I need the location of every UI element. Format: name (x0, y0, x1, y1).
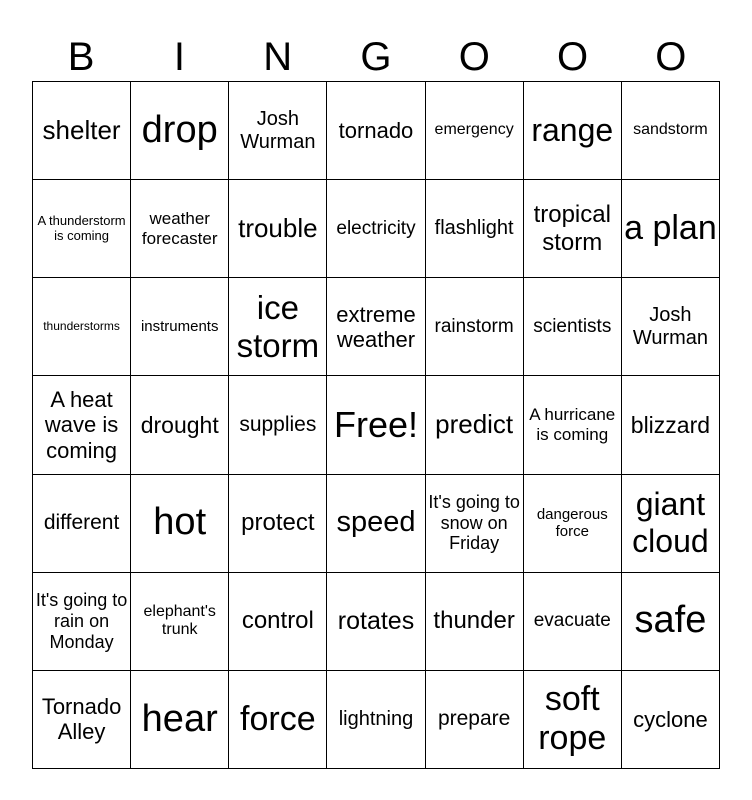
bingo-cell: a plan (622, 180, 720, 278)
bingo-cell: predict (426, 376, 524, 474)
bingo-cell: instruments (131, 278, 229, 376)
bingo-cell: cyclone (622, 671, 720, 769)
bingo-cell: force (229, 671, 327, 769)
bingo-cell: lightning (327, 671, 425, 769)
bingo-cell: hot (131, 475, 229, 573)
bingo-cell: tropical storm (524, 180, 622, 278)
bingo-board (32, 81, 720, 769)
bingo-cell: A hurricane is coming (524, 376, 622, 474)
bingo-cell: prepare (426, 671, 524, 769)
bingo-cell: soft rope (524, 671, 622, 769)
header-letter: O (655, 35, 687, 79)
bingo-cell: speed (327, 475, 425, 573)
bingo-cell: dangerous force (524, 475, 622, 573)
header-letter: I (173, 35, 185, 79)
bingo-cell: hear (131, 671, 229, 769)
bingo-cell: giant cloud (622, 475, 720, 573)
header-letter: O (556, 35, 589, 79)
bingo-cell: supplies (229, 376, 327, 474)
bingo-cell: thunder (426, 573, 524, 671)
bingo-cell: drought (131, 376, 229, 474)
bingo-cell: blizzard (622, 376, 720, 474)
bingo-cell: control (229, 573, 327, 671)
bingo-cell: flashlight (426, 180, 524, 278)
bingo-cell: different (33, 475, 131, 573)
header-letter: G (360, 35, 392, 79)
header-letter: B (67, 35, 95, 79)
bingo-cell: thunderstorms (33, 278, 131, 376)
bingo-cell: Free! (327, 376, 425, 474)
bingo-cell: evacuate (524, 573, 622, 671)
bingo-cell: sandstorm (622, 82, 720, 180)
bingo-cell: elephant's trunk (131, 573, 229, 671)
bingo-cell: Josh Wurman (622, 278, 720, 376)
bingo-cell: tornado (327, 82, 425, 180)
header-letter: N (263, 35, 293, 79)
bingo-cell: protect (229, 475, 327, 573)
bingo-cell: Tornado Alley (33, 671, 131, 769)
bingo-cell: drop (131, 82, 229, 180)
bingo-cell: emergency (426, 82, 524, 180)
bingo-cell: rotates (327, 573, 425, 671)
bingo-header (32, 34, 720, 80)
bingo-cell: scientists (524, 278, 622, 376)
bingo-cell: It's going to snow on Friday (426, 475, 524, 573)
bingo-cell: range (524, 82, 622, 180)
bingo-cell: safe (622, 573, 720, 671)
bingo-cell: extreme weather (327, 278, 425, 376)
bingo-cell: A thunderstorm is coming (33, 180, 131, 278)
bingo-cell: A heat wave is coming (33, 376, 131, 474)
bingo-cell: shelter (33, 82, 131, 180)
bingo-cell: It's going to rain on Monday (33, 573, 131, 671)
bingo-cell: electricity (327, 180, 425, 278)
bingo-cell: Josh Wurman (229, 82, 327, 180)
bingo-cell: rainstorm (426, 278, 524, 376)
header-letter: O (458, 35, 490, 79)
bingo-cell: weather forecaster (131, 180, 229, 278)
bingo-cell: ice storm (229, 278, 327, 376)
bingo-cell: trouble (229, 180, 327, 278)
